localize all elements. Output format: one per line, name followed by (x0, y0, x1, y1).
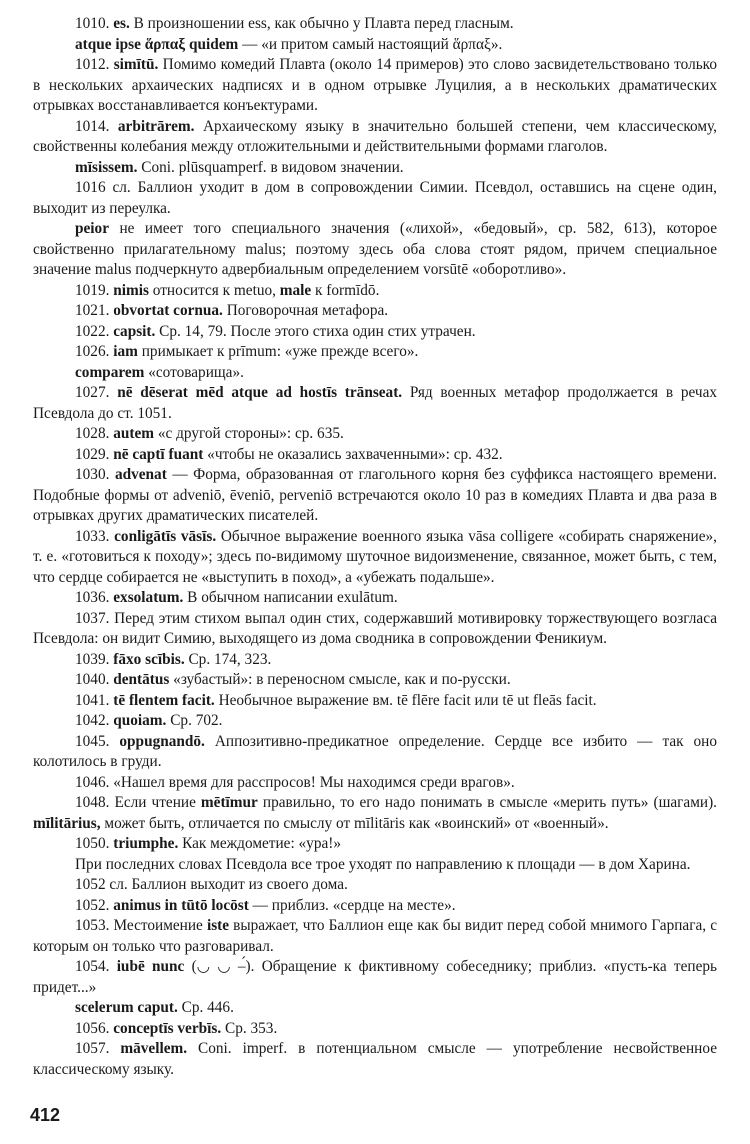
entry-line-number: 1053. (75, 917, 114, 934)
entry-comment: Обычное выражение военного языка vāsa colligere «собирать снаряжение», т. е. «готовиться к походу»; здесь по-видимому шуточное видоизменение, связанное, может быть, с тем, что сердце собирается не «выступить в поход», а «убежать подальше». (33, 527, 717, 586)
entry-comment: «Нашел время для расспросов! Мы находимся среди врагов». (113, 773, 515, 791)
commentary-entry (33, 281, 717, 302)
commentary-entry (33, 117, 717, 158)
entry-latin-term: advenat (114, 466, 167, 483)
entry-line-number: 1019. (75, 281, 114, 299)
entry-comment: «зубастый»: в переносном смысле, как и по-русски. (169, 671, 511, 688)
entry-line-number: 1010. (75, 15, 114, 32)
entry-latin-term: exsolatum. (113, 589, 184, 606)
entry-latin-term: atque ipse ἅρπαξ quidem (75, 35, 239, 53)
entry-line-number: 1046. (75, 773, 114, 791)
commentary-entry (33, 1039, 717, 1080)
entry-latin-term: iubē nunc (116, 958, 185, 975)
entry-line-number: 1054. (75, 958, 117, 975)
entry-line-number: 1056. (75, 1019, 114, 1037)
entry-comment: Как междометие: «ура!» (178, 835, 341, 852)
entry-comment: относится к metuo, (148, 281, 280, 299)
entry-comment: не имеет того специального значения («лихой», «бедовый», ср. 582, 613), которое свойственно прилагательному malus; поэтому здесь оба слова стоят рядом, причем специальное значение malus подчеркнуто адвербиальным определением vorsūtē «оборотливо». (33, 220, 717, 278)
commentary-entry (33, 158, 717, 179)
entry-latin-term: iste (206, 917, 230, 934)
commentary-entry (33, 1019, 717, 1040)
entry-line-number: 1014. (75, 117, 118, 135)
entry-comment: — Форма, образованная от глагольного корня без суффикса настоящего времени. Подобные формы от adveniō, ēveniō, perveniō встречаются около 10 раз в комедиях Плавта и два раза в отрывках других драматических писателей. (33, 466, 717, 524)
entry-line-number: 1026. (75, 343, 114, 360)
entry-latin-term: nē dēserat mēd atque ad hostīs trānseat. (117, 384, 403, 401)
entry-comment: «сотоварища». (144, 363, 244, 381)
page-number: 412 (30, 1105, 61, 1125)
entry-comment: Coni. plūsquamperf. в видовом значении. (137, 158, 404, 176)
entry-latin-term: mīlitārius, (33, 814, 101, 832)
commentary-entry (33, 55, 717, 117)
entry-line-number: 1050. (75, 835, 114, 852)
entry-comment: В произношении ess, как обычно у Плавта перед гласным. (129, 15, 514, 32)
entry-latin-term: nimis (113, 281, 149, 299)
entry-latin-term: capsit. (113, 322, 156, 340)
commentary-entry (33, 998, 717, 1019)
entry-line-number: 1040. (75, 671, 114, 688)
entry-comment: «с другой стороны»: ср. 635. (154, 425, 344, 442)
entry-comment: Аппозитивно-предикатное определение. Сердце все избито — так оно колотилось в груди. (33, 732, 718, 770)
commentary-entry (33, 322, 717, 343)
entry-latin-term: oppugnandō. (119, 732, 205, 750)
entry-line-number: 1033. (75, 527, 115, 545)
commentary-entry (33, 445, 717, 466)
entry-latin-term: comparem (75, 363, 145, 381)
entry-line-number: 1027. (75, 384, 118, 401)
commentary-text (33, 14, 717, 1080)
entry-latin-term: māvellem. (120, 1040, 188, 1057)
commentary-entry (33, 732, 717, 773)
commentary-entry (33, 957, 717, 998)
entry-latin-term: conceptīs verbīs. (113, 1019, 222, 1037)
entry-latin-term: quoiam. (113, 712, 167, 729)
commentary-entry (33, 896, 717, 917)
entry-line-number: 1021. (75, 302, 114, 319)
entry-line-number: 1029. (75, 445, 114, 463)
entry-line-number: 1037. (75, 609, 115, 627)
entry-line-number: 1039. (75, 650, 114, 668)
entry-latin-term: tē flentem facit. (113, 691, 215, 709)
entry-line-number: 1042. (75, 712, 114, 729)
entry-comment: При последних словах Псевдола все трое уходят по направлению к площади — в дом Харина. (75, 855, 691, 873)
entry-line-number: 1016 сл. (75, 179, 138, 196)
entry-comment: — приблиз. «сердце на месте». (248, 896, 456, 914)
commentary-entry (33, 301, 717, 322)
entry-comment: правильно, то его надо понимать в смысле «мерить путь» (шагами). (257, 794, 717, 811)
entry-latin-term: fāxo scībis. (113, 650, 185, 668)
entry-latin-term: es. (113, 15, 130, 32)
entry-line-number: 1052 сл. (75, 876, 132, 893)
entry-comment: Перед этим стихом выпал один стих, содержавший мотивировку торжествующего возгласа Псевдола: он видит Симию, выходящего из дома сводника в сопровождении Феникиум. (33, 609, 717, 647)
commentary-entry (33, 14, 717, 35)
entry-line-number: 1045. (75, 732, 120, 750)
entry-comment: Местоимение (113, 917, 207, 934)
entry-comment: Необычное выражение вм. tē flēre facit или tē ut fleās facit. (214, 691, 597, 709)
commentary-entry (33, 178, 717, 219)
entry-comment: Ср. 174, 323. (184, 650, 272, 668)
entry-latin-term: mīsissem. (75, 158, 138, 176)
entry-comment: Если чтение (114, 794, 201, 811)
commentary-entry (33, 650, 717, 671)
entry-latin-term: conligātīs vāsīs. (114, 527, 217, 545)
entry-comment: Баллион уходит в дом в сопровождении Симии. Псевдол, оставшись на сцене один, выходит из переулка. (33, 179, 717, 217)
entry-comment: В обычном написании exulātum. (183, 589, 398, 606)
entry-latin-term: male (279, 281, 312, 299)
entry-comment: Ср. 702. (166, 712, 223, 729)
entry-comment: Ср. 14, 79. После этого стиха один стих утрачен. (155, 322, 476, 340)
entry-line-number: 1041. (75, 691, 114, 709)
commentary-entry (33, 383, 717, 424)
entry-line-number: 1012. (75, 56, 114, 73)
commentary-entry (33, 219, 717, 281)
commentary-entry (33, 342, 717, 363)
commentary-entry (33, 609, 717, 650)
entry-latin-term: mētīmur (200, 794, 258, 811)
entry-latin-term: triumphe. (113, 835, 179, 852)
entry-comment: (◡ ◡ –́). Обращение к фиктивному собеседнику; приблиз. «пусть-ка теперь придет...» (33, 958, 717, 996)
commentary-entry (33, 670, 717, 691)
commentary-entry (33, 465, 717, 527)
commentary-entry (33, 875, 717, 896)
entry-comment: к formīdō. (311, 281, 380, 299)
entry-comment: Ср. 353. (221, 1019, 278, 1037)
entry-latin-term: simītū. (113, 56, 159, 73)
commentary-entry (33, 773, 717, 794)
entry-comment: примыкает к prīmum: «уже прежде всего». (137, 343, 419, 360)
entry-latin-term: dentātus (113, 671, 170, 688)
entry-comment: — «и притом самый настоящий ἅρπαξ». (238, 35, 503, 53)
commentary-entry (33, 834, 717, 855)
commentary-entry (33, 363, 717, 384)
commentary-entry (33, 691, 717, 712)
entry-line-number: 1048. (75, 794, 115, 811)
commentary-entry (33, 527, 717, 589)
commentary-entry (33, 588, 717, 609)
entry-comment: Ряд военных метафор продолжается в речах Псевдола до ст. 1051. (33, 384, 718, 422)
entry-latin-term: arbitrārem. (117, 117, 195, 135)
entry-latin-term: nē captī fuant (113, 445, 204, 463)
entry-comment: выражает, что Баллион еще как бы видит перед собой мнимого Гарпага, с которым он только что разговаривал. (33, 917, 717, 955)
entry-comment: Помимо комедий Плавта (около 14 примеров) это слово засвидетельствовано только в нескольких архаических надписях и в одном отрывке Луцилия, а в нескольких драматических отрывках восстанавливается конъектурами. (33, 56, 717, 114)
entry-comment: Баллион выходит из своего дома. (131, 876, 348, 893)
entry-line-number: 1057. (75, 1040, 121, 1057)
entry-comment: может быть, отличается по смыслу от mīlitāris как «воинский» от «военный». (100, 814, 609, 832)
entry-comment: Ср. 446. (177, 999, 234, 1016)
commentary-entry (33, 35, 717, 56)
entry-line-number: 1036. (75, 589, 114, 606)
commentary-entry (33, 793, 717, 834)
entry-latin-term: peior (75, 220, 109, 237)
entry-latin-term: obvortat cornua. (113, 302, 223, 319)
entry-line-number: 1052. (75, 896, 114, 914)
entry-latin-term: scelerum caput. (75, 999, 178, 1016)
entry-latin-term: animus in tūtō locōst (113, 896, 249, 914)
commentary-entry (33, 916, 717, 957)
entry-comment: Архаическому языку в значительно большей степени, чем классическому, свойственны колебания между отложительными и действительными формами глаголов. (33, 117, 717, 155)
entry-comment: Поговорочная метафора. (222, 302, 389, 319)
entry-comment: «чтобы не оказались захваченными»: ср. 432. (203, 445, 503, 463)
entry-latin-term: iam (113, 343, 138, 360)
entry-latin-term: autem (113, 425, 155, 442)
commentary-entry (33, 424, 717, 445)
entry-line-number: 1022. (75, 322, 114, 340)
entry-comment: Coni. imperf. в потенциальном смысле — употребление несвойственное классическому языку. (33, 1040, 717, 1078)
entry-line-number: 1030. (75, 466, 115, 483)
commentary-entry (33, 711, 717, 732)
commentary-entry (33, 855, 717, 876)
entry-line-number: 1028. (75, 425, 114, 442)
